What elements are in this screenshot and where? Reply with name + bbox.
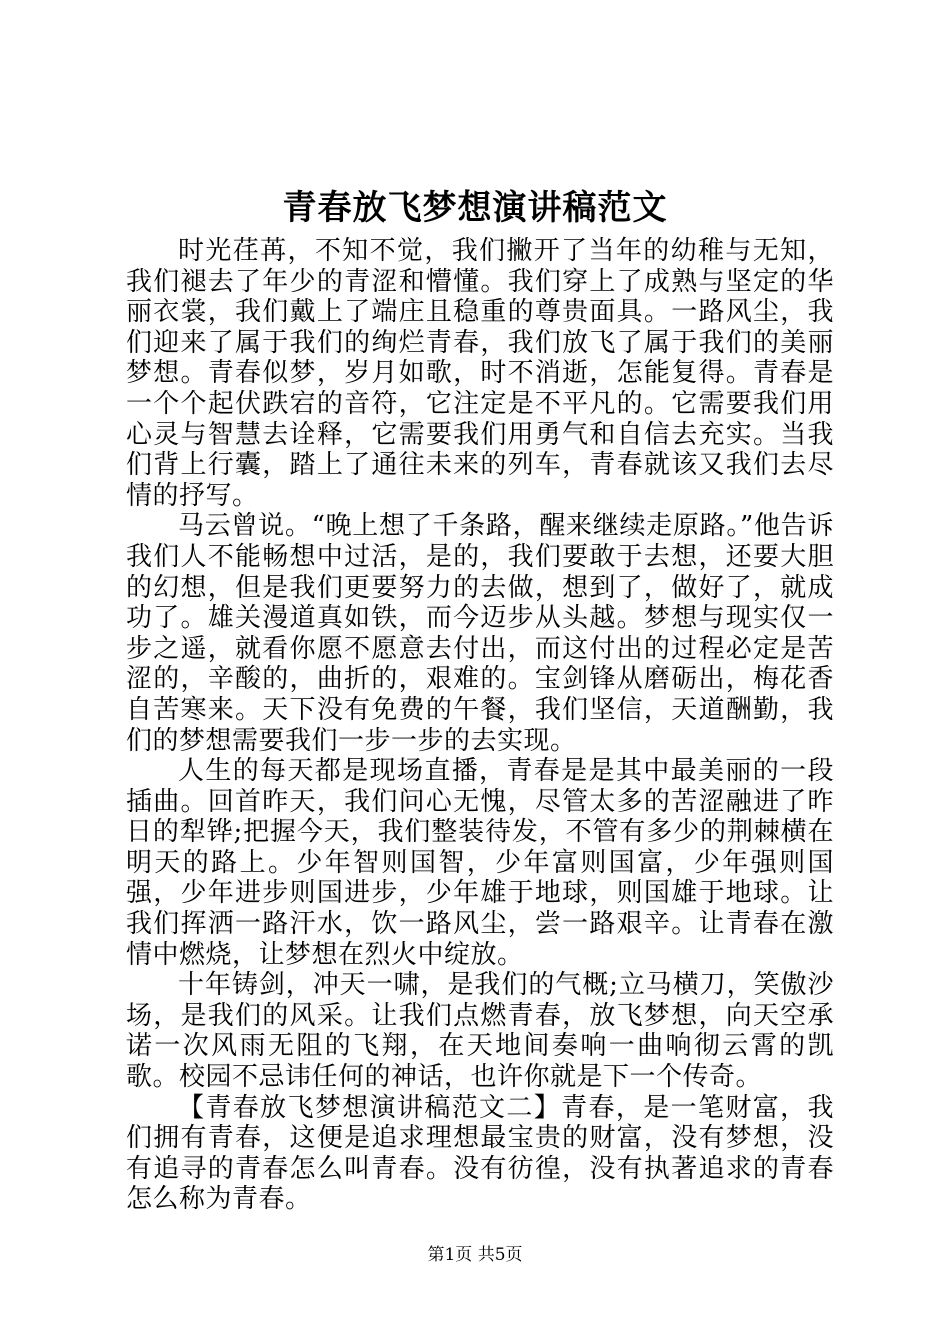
paragraph-2: 马云曾说。“晚上想了千条路，醒来继续走原路。”他告诉我们人不能畅想中过活，是的，我们要敢于去想，还要大胆的幻想，但是我们更要努力的去做，想到了，做好了，就成功了。雄关漫道真如铁，而今迈步从头越。梦想与现实仅一步之遥，就看你愿不愿意去付出，而这付出的过程必定是苦涩的，辛酸的，曲折的，艰难的。宝剑锋从磨砺出，梅花香自苦寒来。天下没有免费的午餐，我们坚信，天道酬勤，我们的梦想需要我们一步一步的去实现。 xyxy=(126,511,834,756)
paragraph-3: 人生的每天都是现场直播，青春是是其中最美丽的一段插曲。回首昨天，我们问心无愧，尽管太多的苦涩融进了昨日的犁铧;把握今天，我们整装待发，不管有多少的荆棘横在明天的路上。少年智则国智，少年富则国富，少年强则国强，少年进步则国进步，少年雄于地球，则国雄于地球。让我们挥洒一路汗水，饮一路风尘，尝一路艰辛。让青春在激情中燃烧，让梦想在烈火中绽放。 xyxy=(126,756,834,970)
page-footer: 第1页 共5页 xyxy=(427,1245,523,1265)
paragraph-5: 【青春放飞梦想演讲稿范文二】青春，是一笔财富，我们拥有青春，这便是追求理想最宝贵的财富，没有梦想，没有追寻的青春怎么叫青春。没有彷徨，没有执著追求的青春怎么称为青春。 xyxy=(126,1092,834,1215)
document-title: 青春放飞梦想演讲稿范文 xyxy=(282,188,668,228)
paragraph-4: 十年铸剑，冲天一啸，是我们的气概;立马横刀，笑傲沙场，是我们的风采。让我们点燃青春，放飞梦想，向天空承诺一次风雨无阻的飞翔，在天地间奏响一曲响彻云霄的凯歌。校园不忌讳任何的神话，也许你就是下一个传奇。 xyxy=(126,970,834,1093)
paragraph-1: 时光荏苒，不知不觉，我们撇开了当年的幼稚与无知，我们褪去了年少的青涩和懵懂。我们穿上了成熟与坚定的华丽衣裳，我们戴上了端庄且稳重的尊贵面具。一路风尘，我们迎来了属于我们的绚烂青春，我们放飞了属于我们的美丽梦想。青春似梦，岁月如歌，时不消逝，怎能复得。青春是一个个起伏跌宕的音符，它注定是不平凡的。它需要我们用心灵与智慧去诠释，它需要我们用勇气和自信去充实。当我们背上行囊，踏上了通往未来的列车，青春就该又我们去尽情的抒写。 xyxy=(126,236,834,511)
document-body xyxy=(126,236,834,1215)
